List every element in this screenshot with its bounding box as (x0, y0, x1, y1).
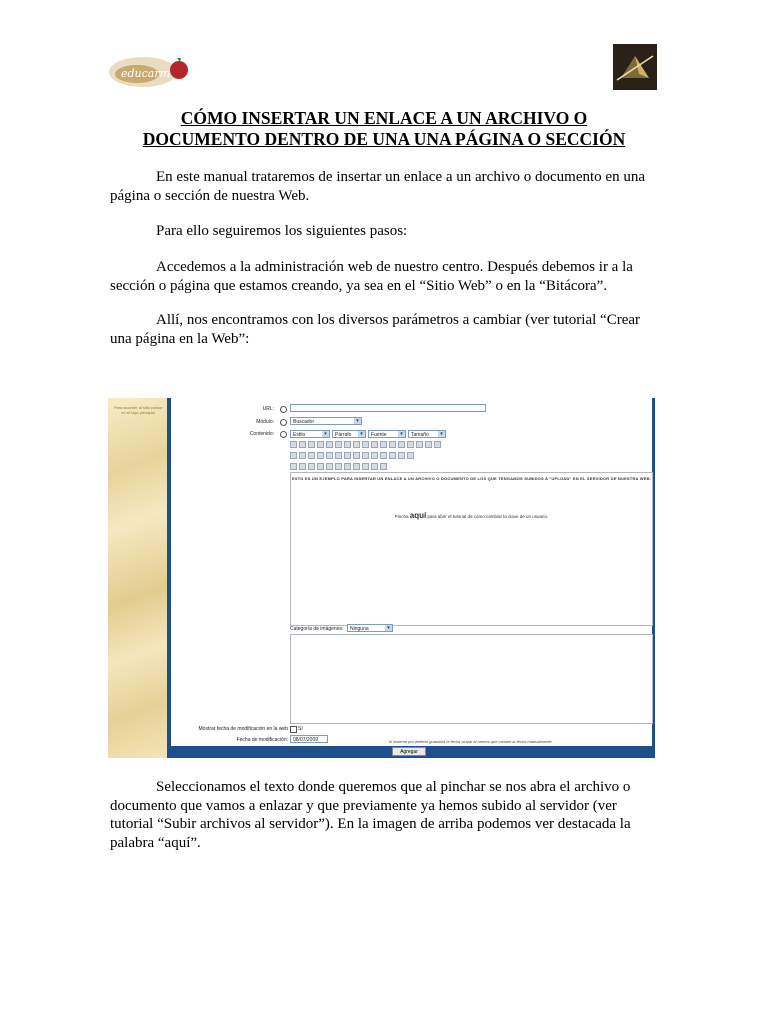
style-select[interactable] (290, 430, 330, 438)
html-button[interactable] (398, 452, 405, 459)
pyramid-logo (613, 44, 657, 90)
superscript-button[interactable] (353, 441, 360, 448)
document-title (100, 108, 668, 150)
chevron-down-icon: ▾ (438, 431, 445, 437)
clean-button[interactable] (362, 441, 369, 448)
paste-word-button[interactable] (344, 452, 351, 459)
module-label: Módulo: (256, 419, 274, 425)
rich-text-editor[interactable] (290, 472, 653, 626)
pyramid-logo-icon (613, 44, 657, 90)
outdent-button[interactable] (434, 441, 441, 448)
zoom-button[interactable] (407, 452, 414, 459)
mod-date-note: el sistema por defecto guardará la fecha actual al menos que cambie la fecha manualmente (389, 739, 552, 744)
paragraph-steps: Para ello seguiremos los siguientes pasos: (156, 223, 408, 239)
replace-button[interactable] (362, 452, 369, 459)
paste-button[interactable] (326, 452, 333, 459)
row-button[interactable] (308, 463, 315, 470)
url-label: URL: (262, 406, 274, 412)
format-select[interactable] (332, 430, 366, 438)
url-radio[interactable] (280, 406, 287, 413)
paragraph-access: Accedemos a la administración web de nuestro centro. Después debemos ir a la sección o página que estamos creando, ya sea en el “Sitio Web” o en la “Bitácora”. (110, 259, 633, 294)
highlight-button[interactable] (335, 441, 342, 448)
underline-button[interactable] (308, 441, 315, 448)
editor-line-prefix: Pincha (394, 514, 409, 519)
find-button[interactable] (353, 452, 360, 459)
url-input[interactable] (290, 404, 486, 412)
paragraph-parameters: Allí, nos encontramos con los diversos parámetros a cambiar (ver tutorial “Crear una página en la Web”: (110, 312, 641, 347)
italic-button[interactable] (299, 441, 306, 448)
chevron-down-icon: ▾ (398, 431, 405, 437)
embedded-admin-screenshot (108, 398, 655, 758)
style-select-value: Estilo (293, 432, 306, 438)
size-select[interactable] (408, 430, 446, 438)
align-right-button[interactable] (389, 441, 396, 448)
table-button[interactable] (299, 463, 306, 470)
paragraph-intro: En este manual trataremos de insertar un enlace a un archivo o documento en una página o sección de nuestra Web. (110, 169, 645, 204)
svg-text:educarm: educarm (121, 67, 171, 80)
cut-button[interactable] (308, 452, 315, 459)
align-left-button[interactable] (371, 441, 378, 448)
indent-button[interactable] (425, 441, 432, 448)
font-select-value: Fuente (371, 432, 387, 438)
module-select[interactable] (290, 417, 362, 425)
add-button[interactable]: Agregar (392, 747, 426, 756)
font-select[interactable] (368, 430, 406, 438)
highlighted-link-word[interactable]: aquí (409, 511, 427, 520)
image-category-label: Categoría de imágenes: (290, 626, 344, 632)
font-color-button[interactable] (326, 441, 333, 448)
module-select-value: Buscador (293, 419, 315, 425)
show-date-option: Sí (298, 726, 303, 732)
chevron-down-icon: ▾ (354, 418, 361, 424)
media-button[interactable] (353, 463, 360, 470)
module-radio[interactable] (280, 419, 287, 426)
show-date-label: Mostrar fecha de modificación en la web (198, 726, 288, 732)
image-button[interactable] (344, 463, 351, 470)
split-button[interactable] (335, 463, 342, 470)
editor-toolbar-row-3 (290, 463, 387, 472)
column-button[interactable] (317, 463, 324, 470)
hr-button[interactable] (362, 463, 369, 470)
chevron-down-icon: ▾ (358, 431, 365, 437)
chevron-down-icon: ▾ (385, 625, 392, 631)
justify-button[interactable] (398, 441, 405, 448)
image-gallery-area[interactable] (290, 634, 653, 724)
unlink-button[interactable] (380, 452, 387, 459)
sidebar-text: Para acceder al sitio pulsar en el logo principal (113, 405, 163, 415)
content-label: Contenido: (249, 431, 274, 437)
mod-date-label: Fecha de modificación: (236, 737, 288, 743)
educarm-logo-icon (107, 50, 193, 90)
editor-toolbar-row-2 (290, 452, 414, 461)
content-radio[interactable] (280, 431, 287, 438)
preview-button[interactable] (371, 463, 378, 470)
paragraph-select-text: Seleccionamos el texto donde queremos que al pinchar se nos abra el archivo o documento que vamos a enlazar y que previamente ya hemos subido al servidor (ver tutorial “Subir archivos al servidor”). En la imagen de arriba podemos ver destacada la palabra “aquí”. (110, 779, 631, 851)
number-list-button[interactable] (416, 441, 423, 448)
editor-toolbar-row-1 (290, 441, 441, 450)
redo-button[interactable] (299, 452, 306, 459)
editor-heading: ESTO ES UN EJEMPLO PARA INSERTAR UN ENLACE A UN ARCHIVO O DOCUMENTO DE LOS QUE TENGAMOS SUBIDOS A "UPLOAD" EN EL SERVIDOR DE NUESTRA WEB. (291, 476, 652, 481)
fullscreen-button[interactable] (380, 463, 387, 470)
title-line-1: CÓMO INSERTAR UN ENLACE A UN ARCHIVO O (180, 108, 588, 128)
image-category-value: Ninguna (350, 626, 369, 632)
anchor-button[interactable] (389, 452, 396, 459)
format-select-value: Párrafo (335, 432, 352, 438)
chevron-down-icon: ▾ (322, 431, 329, 437)
screenshot-left-border (167, 398, 171, 758)
undo-button[interactable] (290, 452, 297, 459)
editor-link-line (291, 511, 652, 520)
edit-icon[interactable] (290, 463, 297, 470)
screenshot-sidebar (108, 398, 167, 758)
bold-button[interactable] (290, 441, 297, 448)
strike-button[interactable] (317, 441, 324, 448)
merge-button[interactable] (326, 463, 333, 470)
bullet-list-button[interactable] (407, 441, 414, 448)
align-center-button[interactable] (380, 441, 387, 448)
paste-text-button[interactable] (335, 452, 342, 459)
copy-button[interactable] (317, 452, 324, 459)
editor-line-suffix: para abrir el tutorial de cómo cambiar la clave de un usuario. (427, 514, 549, 519)
show-date-checkbox[interactable] (290, 726, 297, 733)
mod-date-input[interactable]: 08/07/2009 (290, 735, 328, 743)
link-button[interactable] (371, 452, 378, 459)
subscript-button[interactable] (344, 441, 351, 448)
title-line-2: DOCUMENTO DENTRO DE UNA UNA PÁGINA O SECCIÓN (142, 129, 626, 149)
image-category-select[interactable] (347, 624, 393, 632)
size-select-value: Tamaño (411, 432, 429, 438)
educarm-logo (107, 50, 193, 90)
